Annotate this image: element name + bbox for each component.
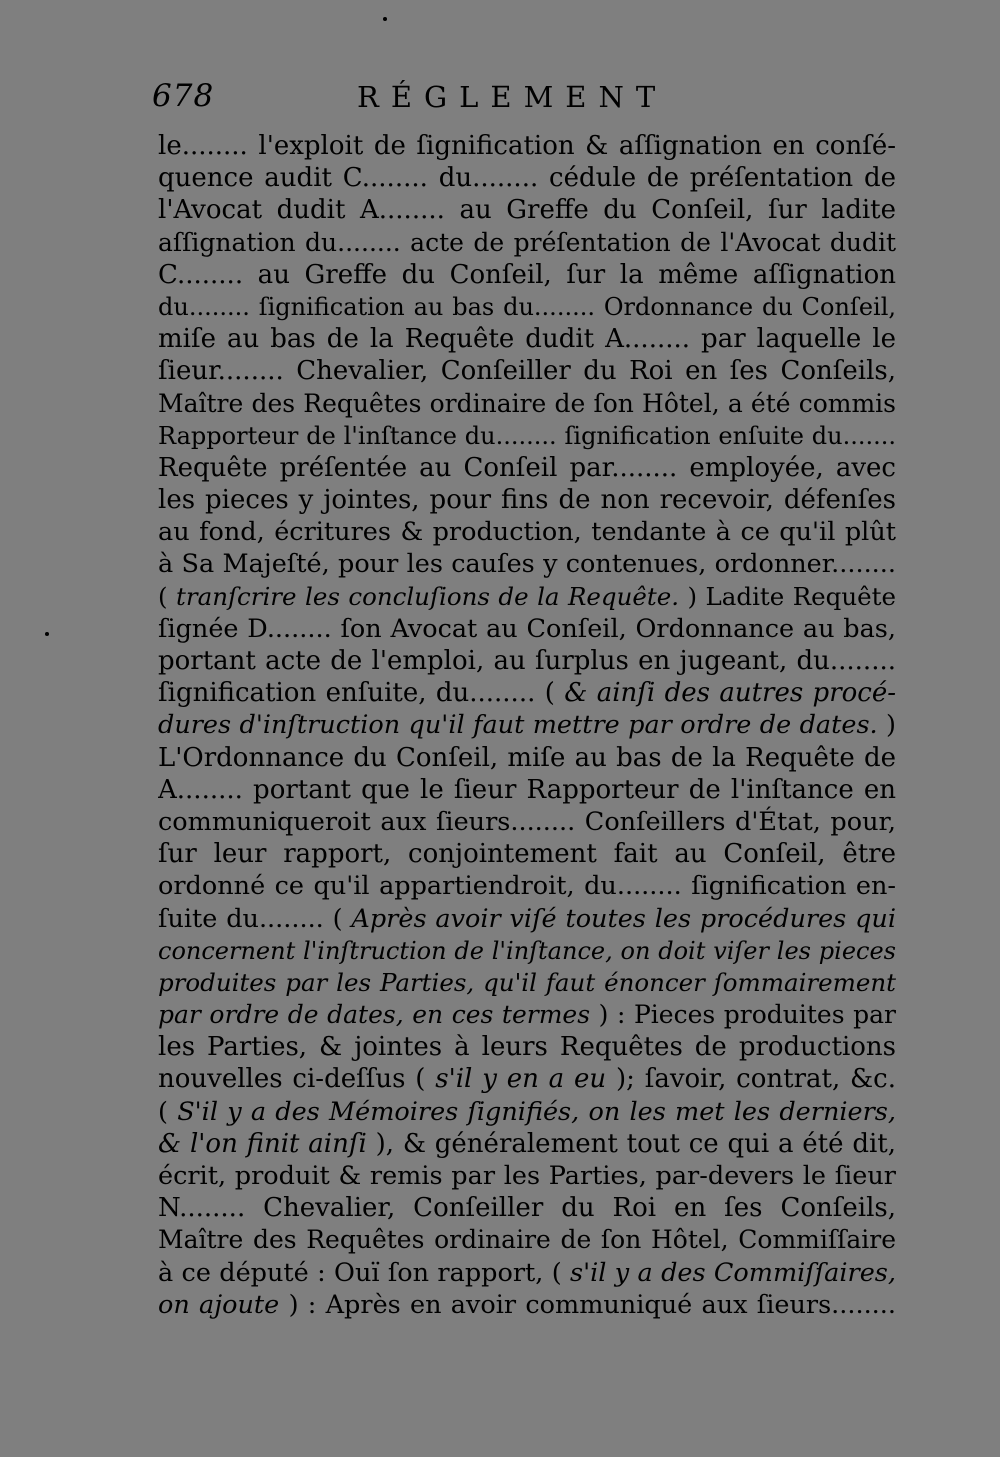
text-line (158, 484, 896, 516)
text-segment: ſieur........ Chevalier, Conſeiller du Roi en ſes Conſeils, (158, 356, 896, 387)
italic-text-segment: dures d'inſtruction qu'il faut mettre par ordre de dates. (158, 710, 878, 741)
page-number: 678 (152, 78, 215, 114)
text-line (158, 677, 896, 709)
text-line (158, 323, 896, 355)
text-line (158, 1031, 896, 1063)
italic-text-segment: Après avoir viſé toutes les procédures qui (351, 903, 896, 934)
text-segment: A........ portant que le ſieur Rapporteur de l'inſtance en (158, 774, 896, 805)
text-segment: ); ſavoir, contrat, &c. (615, 1064, 896, 1095)
text-line (158, 1257, 896, 1289)
text-line (158, 420, 896, 452)
text-segment: ) (886, 710, 896, 741)
text-line (158, 355, 896, 387)
text-segment: à ce député : Ouï ſon rapport, ( (158, 1257, 562, 1288)
text-segment: ſignification enſuite, du........ ( (158, 678, 555, 709)
italic-text-segment: S'il y a des Mémoires ſignifiés, on les met les derniers, (177, 1096, 896, 1127)
text-line (158, 388, 896, 420)
italic-text-segment: & ainſi des autres procé- (564, 678, 896, 709)
text-segment: du........ ſignification au bas du........ Ordonnance du Conſeil, (158, 292, 896, 321)
text-line (158, 903, 896, 935)
text-line (158, 709, 896, 741)
text-segment: L'Ordonnance du Conſeil, miſe au bas de la Requête de (158, 742, 896, 773)
text-line (158, 1192, 896, 1224)
text-line (158, 613, 896, 645)
text-line (158, 581, 896, 613)
text-segment: Rapporteur de l'inſtance du........ ſignification enſuite du....... (158, 421, 896, 450)
running-head: RÉGLEMENT (357, 80, 668, 114)
text-segment: les pieces y jointes, pour fins de non recevoir, défenſes (158, 485, 896, 516)
text-line (158, 548, 896, 580)
text-line (158, 452, 896, 484)
text-segment: ), & généralement tout ce qui a été dit, (375, 1128, 896, 1159)
italic-text-segment: s'il y a des Commiſſaires, (570, 1257, 896, 1288)
text-line (158, 516, 896, 548)
text-line (158, 259, 896, 291)
text-segment: ) Ladite Requête (687, 581, 896, 611)
text-segment: C........ au Greffe du Conſeil, ſur la même aſſignation (158, 259, 896, 290)
text-line (158, 227, 896, 259)
text-line (158, 130, 896, 162)
text-segment: ſuite du........ ( (158, 903, 343, 934)
text-line (158, 806, 896, 838)
text-line (158, 742, 896, 774)
italic-text-segment: produites par les Parties, qu'il faut énoncer ſommairement (158, 967, 896, 997)
text-segment: ( (158, 581, 168, 611)
text-line (158, 291, 896, 323)
text-segment: communiqueroit aux ſieurs........ Conſeillers d'État, pour, (158, 806, 896, 837)
text-line (158, 935, 896, 967)
text-line (158, 1289, 896, 1321)
text-line (158, 999, 896, 1031)
text-line (158, 162, 896, 194)
text-segment: ) : Pieces produites par (598, 1000, 896, 1030)
text-line (158, 645, 896, 677)
text-segment: quence audit C........ du........ cédule de préſentation de (158, 163, 896, 194)
ink-speck (45, 632, 49, 636)
text-segment: Maître des Requêtes ordinaire de ſon Hôtel, Commiſſaire (158, 1225, 896, 1255)
text-segment: N........ Chevalier, Conſeiller du Roi en ſes Conſeils, (158, 1193, 896, 1224)
italic-text-segment: par ordre de dates, en ces termes (158, 1000, 591, 1030)
text-segment: aſſignation du........ acte de préſentation de l'Avocat dudit (158, 227, 896, 257)
italic-text-segment: & l'on finit ainſi (158, 1128, 367, 1159)
text-segment: Maître des Requêtes ordinaire de ſon Hôtel, a été commis (158, 388, 896, 418)
italic-text-segment: on ajoute (158, 1289, 280, 1320)
text-segment: au fond, écritures & production, tendante à ce qu'il plût (158, 517, 896, 548)
text-segment: écrit, produit & remis par les Parties, par-devers le ſieur (158, 1161, 896, 1191)
text-segment: les Parties, & jointes à leurs Requêtes de productions (158, 1032, 896, 1063)
italic-text-segment: tranſcrire les concluſions de la Requête. (176, 581, 680, 611)
text-segment: ordonné ce qu'il appartiendroit, du........ ſignification en- (158, 871, 896, 902)
text-segment: portant acte de l'emploi, au ſurplus en jugeant, du........ (158, 646, 896, 676)
page-header (152, 78, 897, 118)
text-segment: ſur leur rapport, conjointement fait au Conſeil, être (158, 839, 896, 870)
text-line (158, 1096, 896, 1128)
text-segment: l'Avocat dudit A........ au Greffe du Conſeil, ſur ladite (158, 195, 896, 226)
text-segment: miſe au bas de la Requête dudit A........ par laquelle le (158, 324, 896, 355)
text-line (158, 1128, 896, 1160)
text-segment: Requête préſentée au Conſeil par........ employée, avec (158, 452, 896, 483)
text-segment: ( (158, 1096, 168, 1127)
italic-text-segment: concernent l'inſtruction de l'inſtance, on doit viſer les pieces (158, 936, 896, 965)
text-segment: nouvelles ci-deſſus ( (158, 1064, 426, 1095)
text-segment: le........ l'exploit de ſignification & aſſignation en conſé- (158, 131, 896, 161)
body-text (158, 130, 896, 1321)
text-line (158, 838, 896, 870)
text-segment: à Sa Majeſté, pour les cauſes y contenues, ordonner........ (158, 549, 896, 580)
text-line (158, 870, 896, 902)
text-line (158, 1224, 896, 1256)
text-line (158, 774, 896, 806)
text-line (158, 1160, 896, 1192)
text-line (158, 1063, 896, 1095)
text-segment: ſignée D........ ſon Avocat au Conſeil, Ordonnance au bas, (158, 613, 896, 644)
text-line (158, 967, 896, 999)
text-segment: ) : Après en avoir communiqué aux ſieurs........ (288, 1289, 896, 1320)
text-line (158, 194, 896, 226)
italic-text-segment: s'il y en a eu (435, 1064, 607, 1095)
ink-speck (383, 17, 387, 21)
